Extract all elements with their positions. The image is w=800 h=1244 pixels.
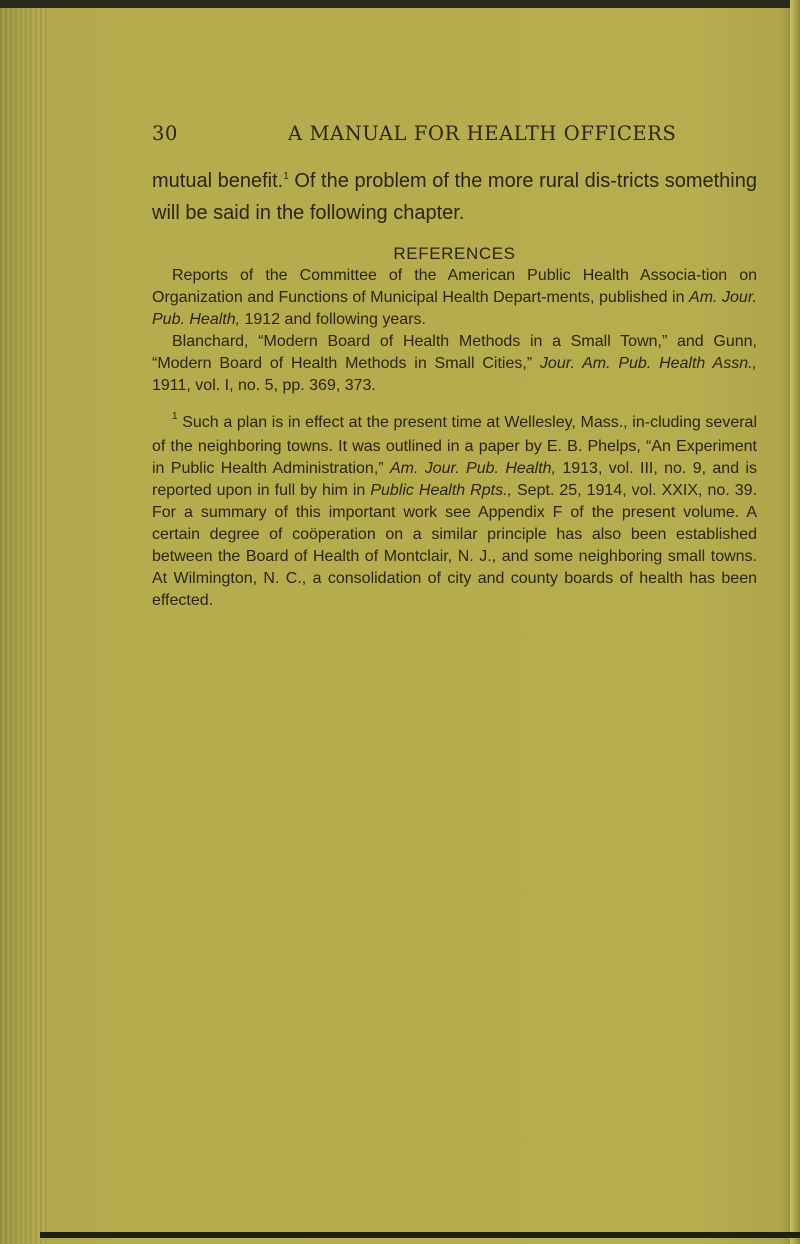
page-right-edge	[790, 0, 800, 1244]
scan-bottom-edge	[40, 1232, 800, 1238]
running-header	[152, 122, 752, 150]
book-binding-edge	[0, 0, 48, 1244]
footnote-number: 1	[172, 411, 178, 422]
references-heading: REFERENCES	[393, 244, 516, 263]
scan-top-edge	[0, 0, 800, 8]
reference-1: Reports of the Committee of the American Public Health Associa-tion on Organization and Functions of Municipal Health Depart-ments, published in Am. Jour. Pub. Health, 1912 and following years.	[152, 267, 757, 328]
body-paragraph: mutual benefit.$^1$ Of the problem of the more rural dis-tricts something will be said in the following chapter.	[152, 170, 757, 224]
references-list	[152, 265, 757, 397]
footnote-marker: 1	[283, 171, 289, 182]
footnote: $^1$ Such a plan is in effect at the present time at Wellesley, Mass., in-cluding several of the neighboring towns. It was outlined in a paper by E. B. Phelps, “An Experiment in Public Health Administration,” Am. Jour. Pub. Health, 1913, vol. III, no. 9, and is reported upon in full by him in Public Health Rpts., Sept. 25, 1914, vol. XXIX, no. 39. For a summary of this important work see Appendix F of the present volume. A certain degree of coöperation on a similar principle has also been established between the Board of Health of Montclair, N. J., and some neighboring small towns. At Wilmington, N. C., a consolidation of city and county boards of health has been effected.	[152, 411, 758, 609]
running-title: A MANUAL FOR HEALTH OFFICERS	[288, 122, 677, 145]
page-number: 30	[152, 122, 179, 145]
reference-2: Blanchard, “Modern Board of Health Methods in a Small Town,” and Gunn, “Modern Board of Health Methods in Small Cities,” Jour. Am. Pub. Health Assn., 1911, vol. I, no. 5, pp. 369, 373.	[152, 333, 757, 394]
